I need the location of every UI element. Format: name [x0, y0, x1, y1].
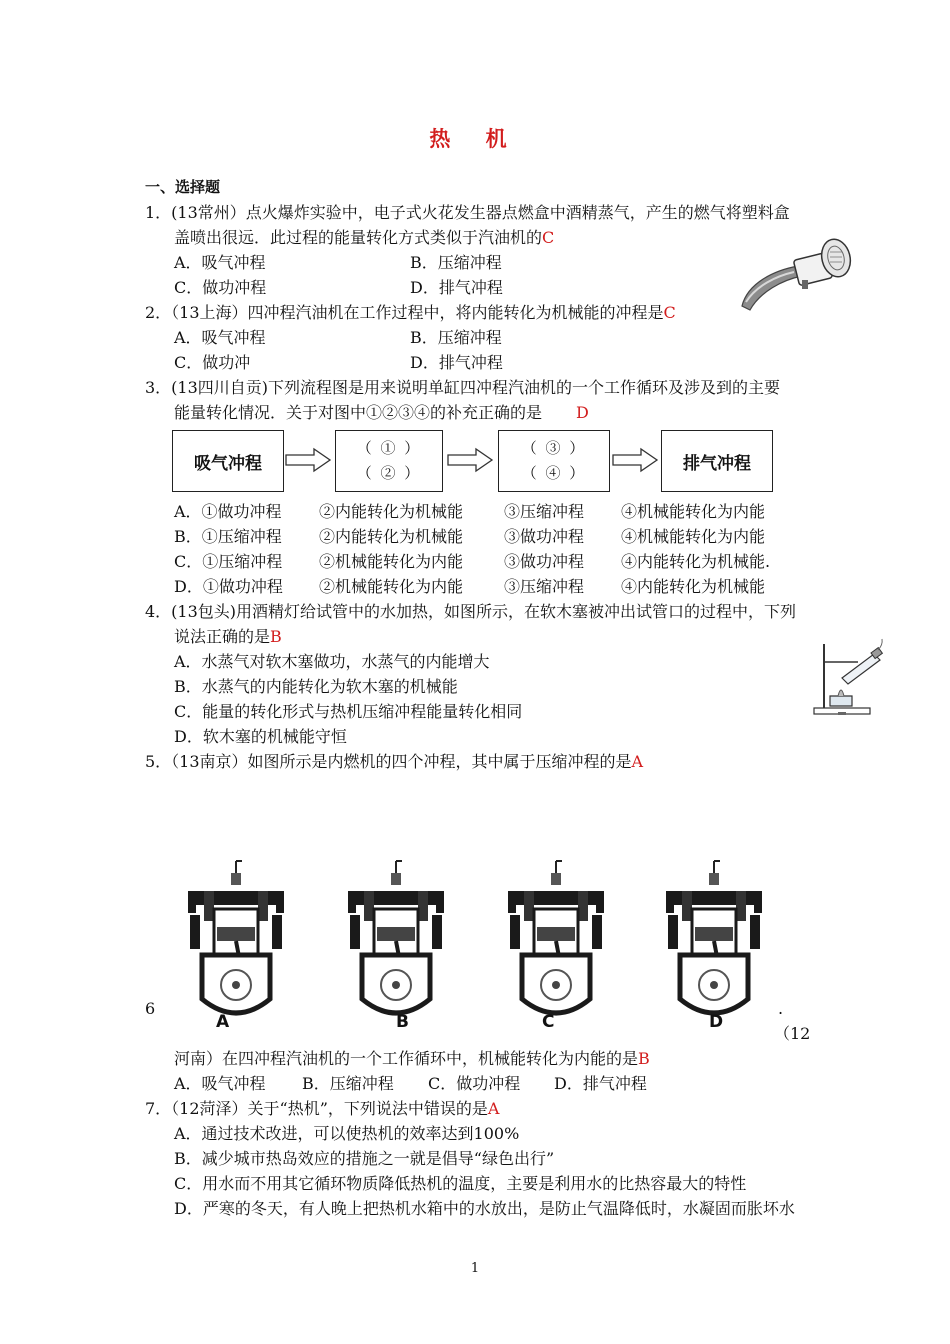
q3-c-3: ③做功冲程 [504, 552, 585, 571]
flow-slot-3: （ ③ ） [521, 439, 587, 457]
q3-a-2: ②内能转化为机械能 [319, 502, 464, 521]
q1-option-d: D．排气冲程 [410, 278, 503, 297]
q6-paren: （12 [774, 1024, 811, 1043]
q3-d-4: ④内能转化为机械能 [621, 577, 766, 596]
flow-slot-2: （ ② ） [356, 464, 422, 482]
q7-option-b: B．减少城市热岛效应的措施之一就是倡导“绿色出行” [174, 1149, 555, 1168]
section-heading: 一、选择题 [145, 178, 221, 196]
flow-slot-1: （ ① ） [356, 439, 422, 457]
q3-d-3: ③压缩冲程 [504, 577, 585, 596]
q3-b-3: ③做功冲程 [504, 527, 585, 546]
q4-option-c: C．能量的转化形式与热机压缩冲程能量转化相同 [174, 702, 523, 721]
q7-option-c: C．用水而不用其它循环物质降低热机的温度，主要是利用水的比热容最大的特性 [174, 1174, 747, 1193]
q1-line1: 1．(13常州）点火爆炸实验中，电子式火花发生器点燃盒中酒精蒸气，产生的燃气将塑料盒 [145, 203, 790, 222]
q3-a-1: A．①做功冲程 [174, 502, 282, 521]
q4-answer: B [270, 627, 282, 646]
q3-d-1: D．①做功冲程 [174, 577, 283, 596]
q2-option-b: B．压缩冲程 [410, 328, 502, 347]
q1-line2: 盖喷出很远．此过程的能量转化方式类似于汽油机的C [174, 228, 555, 247]
q6-dot: . [778, 999, 784, 1018]
q1-option-b: B．压缩冲程 [410, 253, 502, 272]
page-number: 1 [470, 1261, 480, 1276]
q3-answer: D [576, 403, 589, 422]
q6-answer: B [638, 1049, 650, 1068]
flow-box-1-2 [335, 430, 443, 492]
q2-answer: C [663, 303, 676, 322]
flow-box-intake-label: 吸气冲程 [194, 454, 262, 474]
q3-c-1: C．①压缩冲程 [174, 552, 283, 571]
q3-line2: 能量转化情况．关于对图中①②③④的补充正确的是 D [174, 403, 589, 422]
q6-number: 6 [145, 999, 156, 1018]
q2-option-c: C．做功冲 [174, 353, 251, 372]
q6-option-d: D．排气冲程 [554, 1074, 647, 1093]
q6-option-b: B．压缩冲程 [302, 1074, 394, 1093]
q3-a-3: ③压缩冲程 [504, 502, 585, 521]
page-title: 热 机 [429, 127, 521, 151]
flow-arrow-3 [611, 447, 659, 473]
q2-option-a: A．吸气冲程 [174, 328, 266, 347]
q4-line1: 4．(13包头)用酒精灯给试管中的水加热，如图所示，在软木塞被冲出试管口的过程中，下列 [145, 602, 797, 621]
q3-d-2: ②机械能转化为内能 [319, 577, 464, 596]
flow-box-exhaust-label: 排气冲程 [683, 454, 751, 474]
q1-option-a: A．吸气冲程 [174, 253, 266, 272]
flow-box-exhaust [661, 430, 773, 492]
q6-option-c: C．做功冲程 [428, 1074, 521, 1093]
q4-line2: 说法正确的是B [174, 627, 282, 646]
q4-option-b: B．水蒸气的内能转化为软木塞的机械能 [174, 677, 458, 696]
q4-option-d: D．软木塞的机械能守恒 [174, 727, 347, 746]
flow-box-3-4 [498, 430, 610, 492]
flow-slot-4: （ ④ ） [521, 464, 587, 482]
q2-line1: 2．（13上海）四冲程汽油机在工作过程中，将内能转化为机械能的冲程是C [145, 303, 676, 322]
q1-option-c: C．做功冲程 [174, 278, 267, 297]
test-tube-illustration [808, 636, 888, 720]
q3-b-1: B．①压缩冲程 [174, 527, 282, 546]
q3-b-4: ④机械能转化为内能 [621, 527, 766, 546]
q6-option-a: A．吸气冲程 [174, 1074, 266, 1093]
engine-label-c: C [542, 1012, 555, 1032]
q3-a-4: ④机械能转化为内能 [621, 502, 766, 521]
engine-strokes-figure [182, 855, 762, 1035]
flow-arrow-2 [446, 447, 494, 473]
q6-line2: 河南）在四冲程汽油机的一个工作循环中，机械能转化为内能的是B [174, 1049, 650, 1068]
q1-answer: C [542, 228, 555, 247]
q5-line1: 5．（13南京）如图所示是内燃机的四个冲程，其中属于压缩冲程的是A [145, 752, 644, 771]
q4-option-a: A．水蒸气对软木塞做功，水蒸气的内能增大 [174, 652, 490, 671]
q3-line1: 3．(13四川自贡)下列流程图是用来说明单缸四冲程汽油机的一个工作循环及涉及到的主要 [145, 378, 781, 397]
flow-box-intake [172, 430, 284, 492]
flow-arrow-1 [284, 447, 332, 473]
q3-c-2: ②机械能转化为内能 [319, 552, 464, 571]
igniter-illustration [736, 222, 864, 314]
q5-answer: A [631, 752, 644, 771]
q7-option-a: A．通过技术改进，可以使热机的效率达到100% [174, 1124, 520, 1143]
engine-label-a: A [216, 1012, 230, 1032]
q7-answer: A [487, 1099, 500, 1118]
engine-label-d: D [709, 1012, 724, 1032]
engine-label-b: B [396, 1012, 409, 1032]
q2-option-d: D．排气冲程 [410, 353, 503, 372]
q7-line1: 7．（12菏泽）关于“热机”，下列说法中错误的是A [145, 1099, 500, 1118]
q3-b-2: ②内能转化为机械能 [319, 527, 464, 546]
q3-c-4: ④内能转化为机械能. [621, 552, 771, 571]
q7-option-d: D．严寒的冬天，有人晚上把热机水箱中的水放出，是防止气温降低时，水凝固而胀坏水 [174, 1199, 795, 1218]
